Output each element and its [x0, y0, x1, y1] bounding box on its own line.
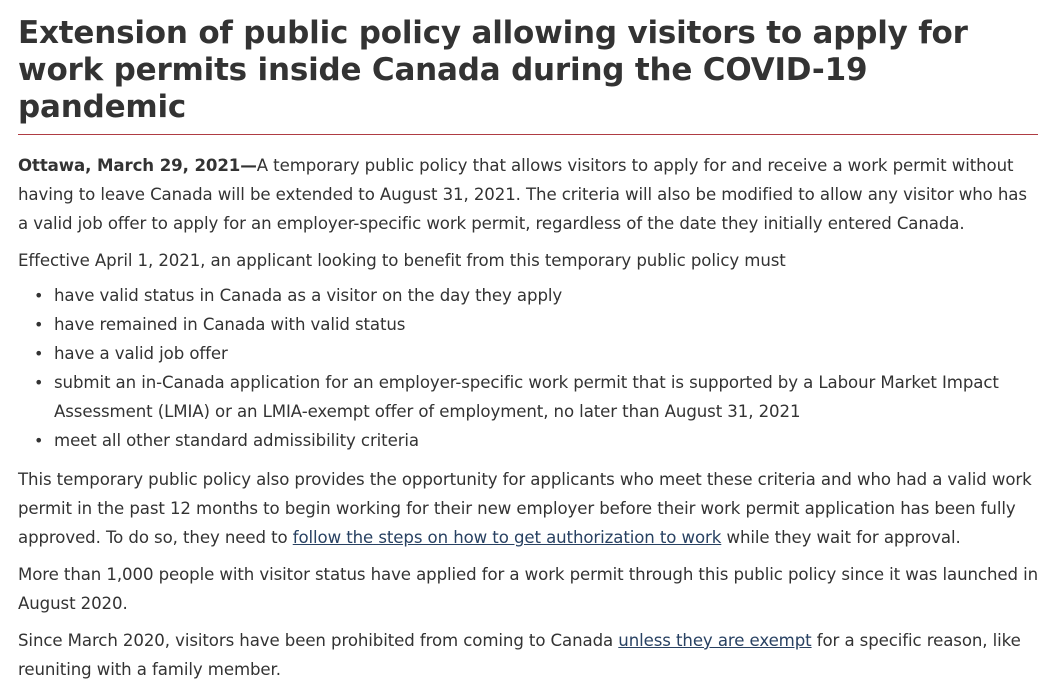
list-item: • submit an in-Canada application for an employer-specific work permit that is supported by a Labour Market Impact Assessment (LMIA) or an LMIA-exempt offer of employment, no later than August 31, 2021: [54, 368, 1042, 426]
criteria-list: [18, 281, 1042, 455]
authorization-to-work-link[interactable]: follow the steps on how to get authorization to work: [292, 528, 722, 547]
criteria-intro: Effective April 1, 2021, an applicant looking to benefit from this temporary public policy must: [18, 251, 786, 270]
bullet-icon: •: [34, 315, 44, 334]
lead-text: A temporary public policy that allows visitors to apply for and receive a work permit without having to leave Canada will be extended to August 31, 2021. The criteria will also be modified to allow any visitor who has a valid job offer to apply for an employer-specific work permit, regardless of the date they initially entered Canada.: [18, 156, 1027, 233]
authorization-paragraph: This temporary public policy also provides the opportunity for applicants who meet these criteria and who had a valid work permit in the past 12 months to begin working for their new employer before their work permit application has been fully approved. To do so, they need to follow the steps on how to get authorization to work while they wait for approval.: [18, 470, 1032, 547]
applications-count-paragraph: More than 1,000 people with visitor status have applied for a work permit through this public policy since it was launched in August 2020.: [18, 565, 1039, 613]
list-item: • meet all other standard admissibility criteria: [54, 426, 1042, 455]
bullet-icon: •: [34, 431, 44, 450]
list-item: • have valid status in Canada as a visitor on the day they apply: [54, 281, 1042, 310]
list-item: • have a valid job offer: [54, 339, 1042, 368]
bullet-icon: •: [34, 344, 44, 363]
page-title: Extension of public policy allowing visitors to apply for work permits inside Canada during the COVID-19 pandemic: [18, 15, 1038, 135]
bullet-icon: •: [34, 373, 44, 392]
exemptions-link[interactable]: unless they are exempt: [618, 631, 812, 650]
dateline: Ottawa, March 29, 2021—: [18, 156, 257, 175]
list-item: • have remained in Canada with valid status: [54, 310, 1042, 339]
lead-paragraph: [18, 151, 1042, 238]
travel-restrictions-paragraph: Since March 2020, visitors have been prohibited from coming to Canada unless they are exempt for a specific reason, like reuniting with a family member.: [18, 631, 1021, 679]
bullet-icon: •: [34, 286, 44, 305]
